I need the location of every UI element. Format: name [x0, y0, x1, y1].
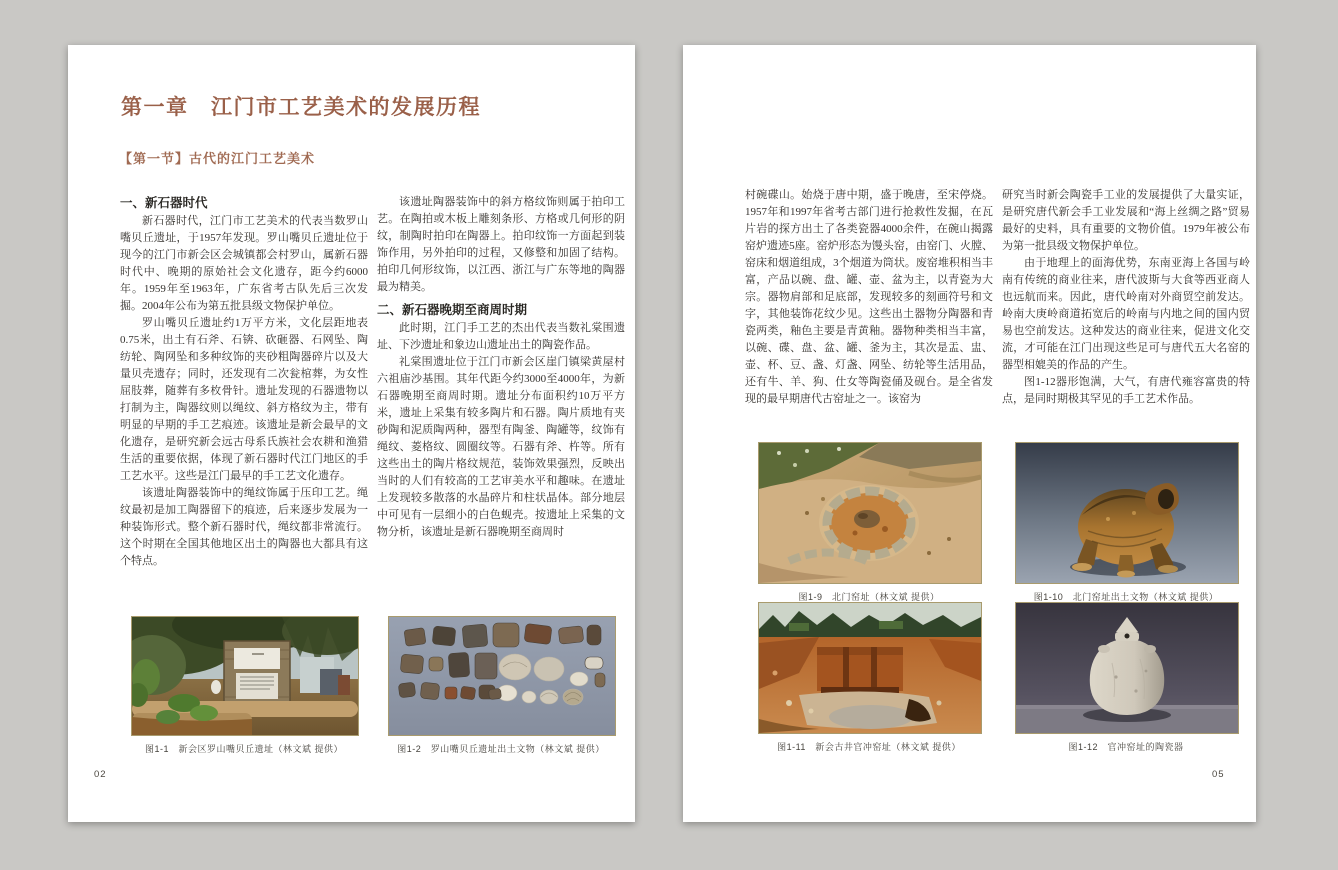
paragraph: 罗山嘴贝丘遗址约1万平方米，文化层距地表0.75米，出土有石斧、石锛、砍砸器、石网坠、陶纺轮、陶网坠和多种纹饰的夹砂粗陶器碎片以及大量贝壳遗存；同时，还发现有二次瓮棺葬，为女性屈肢葬，随葬有多枚骨针。遗址发现的石器遗物以打制为主，陶器纹则以绳纹、斜方格纹为主，带有明显的早期的手工艺痕迹。该遗址是新会最早的文化遗存，是研究新会远古母系氏族社会农耕和渔猎生活的重要依据，体现了新石器时代江门地区的手工艺水平。这些是江门最早的手工艺文化遗存。 [120, 317, 368, 482]
figure-1-12-photo [1015, 602, 1239, 734]
paragraph: 图1-12器形饱满，大气，有唐代雍容富贵的特点，是同时期极其罕见的手工艺术作品。 [1002, 376, 1250, 405]
subsection-heading-2: 二、新石器晚期至商周时期 [377, 303, 528, 317]
page-number-left: 02 [94, 769, 107, 780]
page-number-right: 05 [1212, 769, 1225, 780]
paragraph: 该遗址陶器装饰中的斜方格纹饰则属于拍印工艺。在陶拍或木板上雕刻条形、方格或几何形的阴纹，制陶时拍印在陶器上。拍印纹饰一方面起到装饰作用，另外拍印的过程，又修整和加固了结构。拍印几何形纹饰，以江西、浙江与广东等地的陶器最为精美。 [377, 196, 625, 293]
paragraph: 新石器时代，江门市工艺美术的代表当数罗山嘴贝丘遗址，于1957年发现。罗山嘴贝丘遗址位于现今的江门市新会区会城镇都会村罗山，属新石器时代中、晚期的原始社会文化遗存，距今约6000年。1959年至1963年，广东省考古队先后三次发掘。2004年公布为第五批县级文物保护单位。 [120, 215, 368, 312]
chapter-title: 第一章 江门市工艺美术的发展历程 [121, 95, 481, 119]
subsection-heading-1: 一、新石器时代 [120, 196, 208, 210]
figure-1-2-caption: 图1-2 罗山嘴贝丘遗址出土文物（林文斌 提供） [397, 744, 605, 754]
figure-1-11-photo [758, 602, 982, 734]
paragraph: 该遗址陶器装饰中的绳纹饰属于压印工艺。绳纹最初是加工陶器留下的痕迹，后来逐步发展为一种装饰形式。整个新石器时代，绳纹都非常流行。这个时期在全国其他地区出土的陶器也大都具有这个特点。 [120, 487, 368, 567]
figure-1-9-photo [758, 442, 982, 584]
figure-1-2 [388, 616, 614, 755]
figure-1-2-photo [388, 616, 616, 736]
figure-1-9-caption: 图1-9 北门窑址（林文斌 提供） [798, 592, 940, 602]
figure-1-1 [131, 616, 357, 755]
left-page [68, 45, 635, 822]
section-heading: 【第一节】古代的江门工艺美术 [119, 151, 316, 166]
paragraph: 礼棠围遗址位于江门市新会区崖门镇梁黄屋村六祖庙沙基围。其年代距今约3000至4000年，为新石器晚期至商周时期。遗址分布面积约10万平方米，遗址上采集有较多陶片和石器。陶片质地有夹砂陶和泥质陶两种，器型有陶釜、陶罐等，纹饰有绳纹、菱格纹、圆圈纹等。石器有斧、杵等。所有这些出土的陶片格纹规范，装饰效果强烈，反映出当时的人们有较高的工艺审美水平和趣味。在遗址上发现较多散落的水晶碎片和柱状晶体。部分地层中可见有一层细小的白色蚬壳。按遗址上采集的文物分析，该遗址是新石器晚期至商周时 [377, 356, 625, 538]
figure-1-10 [1015, 442, 1237, 603]
right-page [683, 45, 1256, 822]
figure-1-1-caption: 图1-1 新会区罗山嘴贝丘遗址（林文斌 提供） [144, 744, 343, 754]
right-page-column-2 [1002, 187, 1250, 408]
figure-1-11-caption: 图1-11 新会古井官冲窑址（林文斌 提供） [777, 742, 961, 752]
right-page-column-1 [745, 187, 993, 408]
paragraph: 由于地理上的面海优势，东南亚海上各国与岭南有传统的商业往来，唐代波斯与大食等西亚商人也远航而来。因此，唐代岭南对外商贸空前发达。岭南大庚岭商道拓宽后的岭南与内地之间的国内贸易也空前发达。这种发达的商业往来，促进文化交流，才可能在江门出现这些足可与唐代五大名窑的器型相媲美的作品的产生。 [1002, 257, 1250, 371]
figure-1-9 [758, 442, 980, 603]
figure-1-12-caption: 图1-12 官冲窑址的陶瓷器 [1068, 742, 1184, 752]
figure-1-10-photo [1015, 442, 1239, 584]
paragraph: 村碗碟山。始烧于唐中期，盛于晚唐，至宋停烧。1957年和1997年省考古部门进行抢救性发掘，在瓦片岩的探方出土了各类瓷器4000余件，在碗山揭露窑炉遗迹5座。窑炉形态为馒头窑，由窑门、火膛、窑床和烟道组成，3个烟道为筒状。废窑堆积相当丰富，产品以碗、盘、罐、壶、盆为主，以青瓷为大宗。器物肩部和足底部，发现较多的刻画符号和文字，其他装饰花纹少见。这些出土器物分陶器和青瓷两类，釉色主要是青黄釉。器物种类相当丰富，以碗、碟、盘、盆、罐、釜为主，其次是盂、盅、壶、杯、豆、盏、灯盏、网坠、纺轮等生活用品，还有牛、羊、狗、仕女等陶瓷俑及砚台。是全省发现的最早期唐代古窑址之一。该窑为 [745, 189, 993, 405]
paragraph: 此时期，江门手工艺的杰出代表当数礼棠围遗址、下沙遗址和象边山遗址出土的陶瓷作品。 [377, 322, 625, 351]
paragraph: 研究当时新会陶瓷手工业的发展提供了大量实证，是研究唐代新会手工业发展和“海上丝绸之路”贸易最好的史料，具有重要的文物价值。1979年被公布为第一批县级文物保护单位。 [1002, 189, 1250, 252]
left-page-column-1 [120, 194, 368, 570]
figure-1-10-caption: 图1-10 北门窑址出土文物（林文斌 提供） [1033, 592, 1219, 602]
figure-1-11 [758, 602, 980, 753]
figure-1-1-photo [131, 616, 359, 736]
left-page-column-2 [377, 194, 625, 541]
figure-1-12 [1015, 602, 1237, 753]
